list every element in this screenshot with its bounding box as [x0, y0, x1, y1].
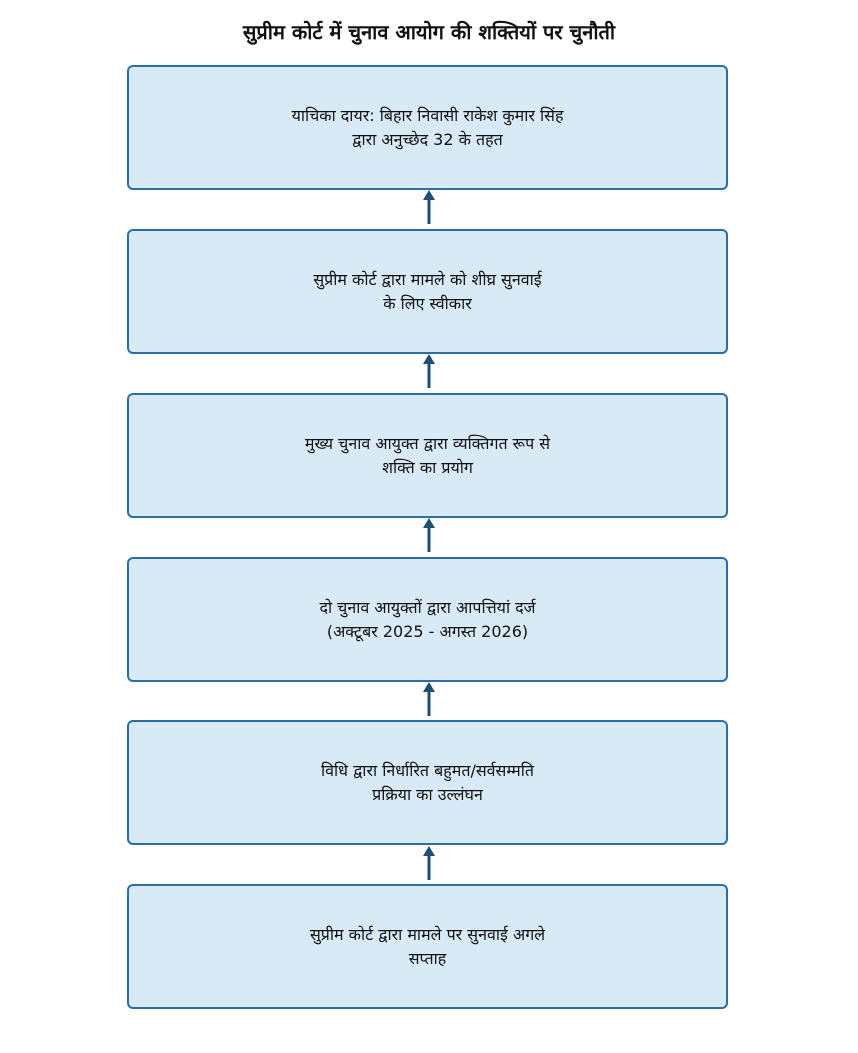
flow-arrow-2: [421, 354, 437, 388]
flow-step-4-line-2: (अक्टूबर 2025 - अगस्त 2026): [326, 621, 529, 641]
diagram-title: सुप्रीम कोर्ट में चुनाव आयोग की शक्तियों पर चुनौती: [242, 20, 616, 44]
flow-step-5-line-1: विधि द्वारा निर्धारित बहुमत/सर्वसम्मति: [321, 760, 534, 780]
flow-arrow-4: [421, 682, 437, 716]
flow-step-6-line-1: सुप्रीम कोर्ट द्वारा मामले पर सुनवाई अगले: [309, 924, 546, 944]
flow-step-1-line-1: याचिका दायर: बिहार निवासी राकेश कुमार सिंह: [291, 105, 564, 125]
flow-step-2-line-2: के लिए स्वीकार: [383, 293, 472, 313]
flow-step-2-line-1: सुप्रीम कोर्ट द्वारा मामले को शीघ्र सुनवाई: [313, 269, 542, 289]
flow-step-1: [127, 65, 728, 190]
flow-step-5-line-2: प्रक्रिया का उल्लंघन: [372, 784, 483, 804]
flow-step-3-line-2: शक्ति का प्रयोग: [382, 457, 473, 477]
flow-step-5: [127, 720, 728, 845]
flow-arrow-1: [421, 190, 437, 224]
flow-arrow-5: [421, 846, 437, 880]
flow-step-4: [127, 557, 728, 682]
flow-arrow-3: [421, 518, 437, 552]
flow-step-1-line-2: द्वारा अनुच्छेद 32 के तहत: [352, 129, 503, 149]
flow-step-4-line-1: दो चुनाव आयुक्तों द्वारा आपत्तियां दर्ज: [319, 597, 536, 617]
flow-step-3-line-1: मुख्य चुनाव आयुक्त द्वारा व्यक्तिगत रूप से: [304, 433, 551, 453]
flow-step-2: [127, 229, 728, 354]
flow-step-6-line-2: सप्ताह: [408, 948, 447, 968]
flow-step-6: [127, 884, 728, 1009]
flow-step-3: [127, 393, 728, 518]
